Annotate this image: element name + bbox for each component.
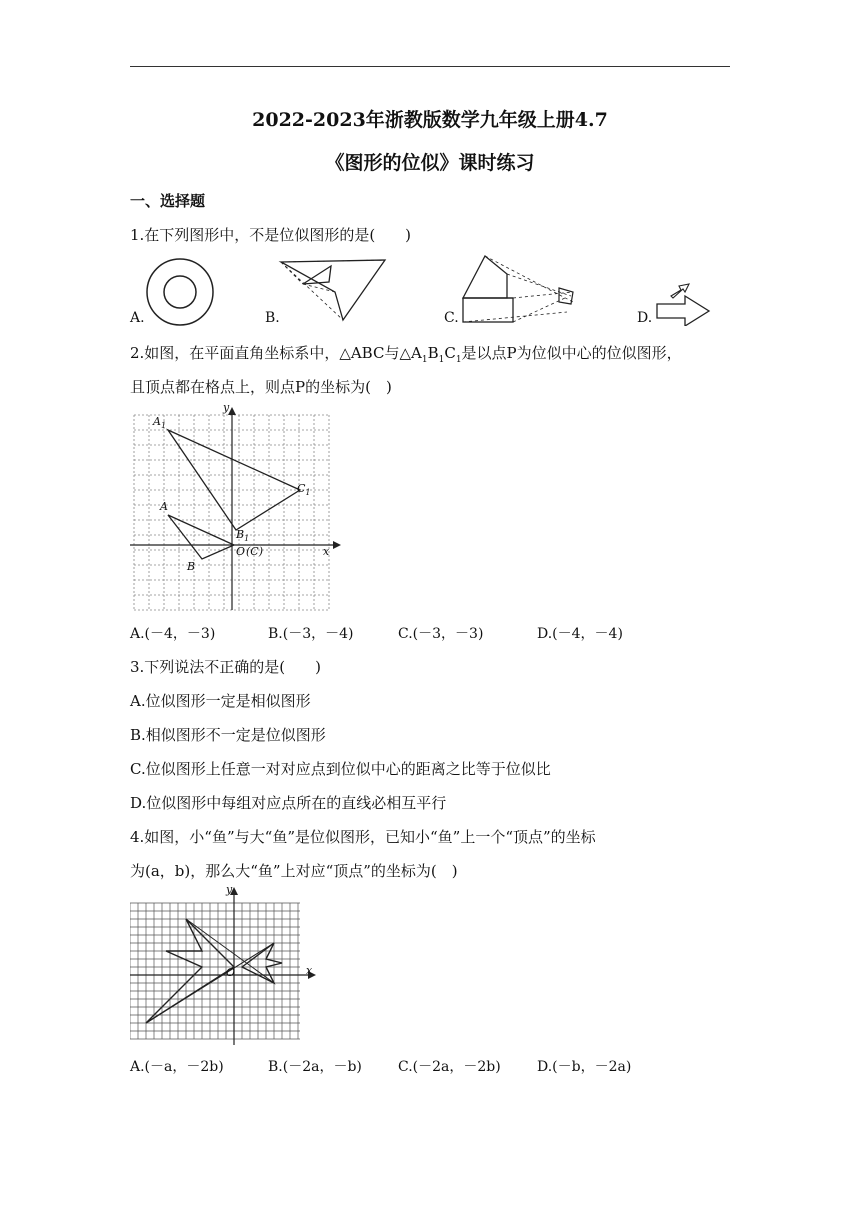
question-4-line-1: 4.如图，小“鱼”与大“鱼”是位似图形，已知小“鱼”上一个“顶点”的坐标	[130, 828, 596, 846]
q2-label-c-paren: (C)	[246, 545, 263, 558]
q2-option-a: A.(－4，－3)	[130, 626, 216, 642]
q1-option-a-label: A.	[130, 310, 145, 326]
q3-option-c: C.位似图形上任意一对对应点到位似中心的距离之比等于位似比	[130, 760, 551, 778]
question-4-line-2: 为(a，b)，那么大“鱼”上对应“顶点”的坐标为( )	[130, 862, 458, 880]
q2-label-origin: O	[236, 545, 246, 558]
header-rule	[130, 66, 730, 67]
question-2-line-1: 2.如图，在平面直角坐标系中，△ABC与$\triangle A_1B_1C_1$是以点P为位似中心的位似图形，	[130, 344, 682, 365]
page-title: 2022-2023年浙教版数学九年级上册4.7	[252, 109, 608, 131]
q4-label-x-axis: x	[306, 964, 313, 977]
q2-label-c1: $C_1$	[297, 482, 311, 498]
question-2-line-2: 且顶点都在格点上，则点P的坐标为( )	[130, 378, 392, 396]
q1-figure-a	[140, 256, 220, 328]
q2-label-a: A	[160, 500, 168, 513]
q2-label-y-axis: y	[223, 401, 230, 414]
question-1-text: 1.在下列图形中，不是位似图形的是( )	[130, 226, 412, 244]
q4-fish-figure	[130, 885, 320, 1045]
question-3-text: 3.下列说法不正确的是( )	[130, 658, 322, 676]
q4-label-y-axis: y	[226, 883, 233, 896]
q2-option-b: B.(－3，－4)	[268, 626, 354, 642]
q3-option-d: D.位似图形中每组对应点所在的直线必相互平行	[130, 794, 447, 812]
q4-option-b: B.(－2a，－b)	[268, 1059, 362, 1075]
q2-label-b: B	[187, 560, 196, 573]
q1-option-d-label: D.	[637, 310, 653, 326]
section-heading: 一、选择题	[130, 192, 206, 210]
q4-option-c: C.(－2a，－2b)	[398, 1059, 501, 1075]
q1-figure-d	[655, 280, 715, 326]
q3-option-a: A.位似图形一定是相似图形	[130, 692, 311, 710]
q2-option-d: D.(－4，－4)	[537, 626, 623, 642]
q3-option-b: B.相似图形不一定是位似图形	[130, 726, 326, 744]
q1-figure-b	[275, 254, 395, 326]
q1-option-c-label: C.	[444, 310, 459, 326]
page-subtitle: 《图形的位似》课时练习	[325, 152, 535, 174]
q4-option-a: A.(－a，－2b)	[130, 1059, 224, 1075]
q1-figure-c	[455, 252, 585, 328]
q2-option-c: C.(－3，－3)	[398, 626, 484, 642]
q4-option-d: D.(－b，－2a)	[537, 1059, 632, 1075]
q2-label-a1: $A_1$	[153, 415, 167, 431]
q2-label-x-axis: x	[323, 545, 330, 558]
q4-label-origin: O	[226, 966, 236, 979]
q2-label-b1: $B_1$	[236, 528, 250, 544]
q1-option-b-label: B.	[265, 310, 280, 326]
